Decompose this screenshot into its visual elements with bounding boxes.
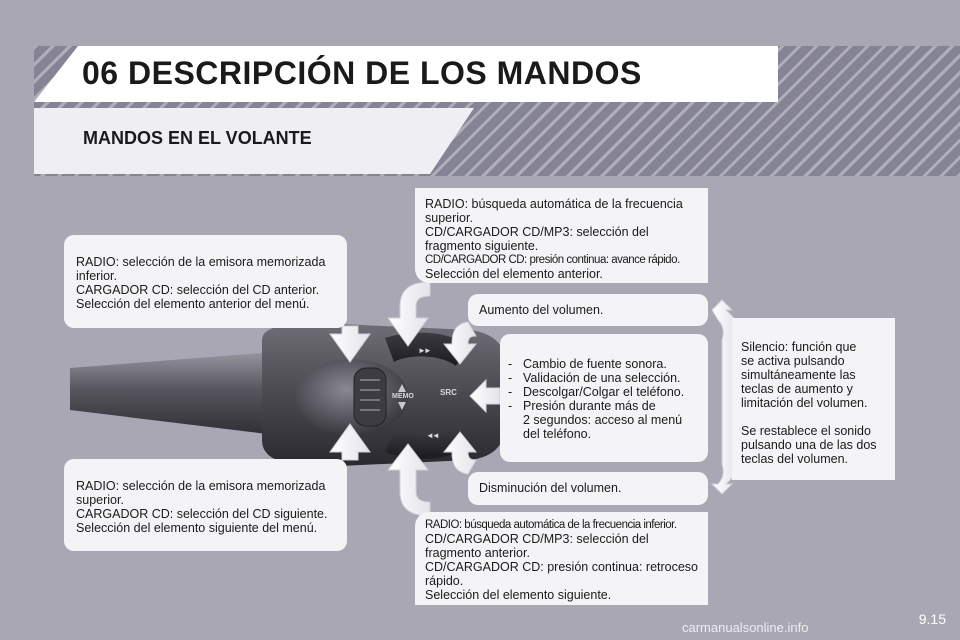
box-volume-down: Disminución del volumen. (468, 472, 708, 505)
box-seek-down: RADIO: búsqueda automática de la frecuencia inferior. CD/CARGADOR CD/MP3: selección del fragmento anterior. CD/CARGADOR CD: presión continua: retroceso rápido. Selección del elemento siguiente. (415, 512, 708, 605)
box-radio-upper-preset: RADIO: selección de la emisora memorizada superior. CARGADOR CD: selección del CD siguiente. Selección del elemento siguiente del menú. (64, 459, 347, 551)
box-radio-lower-preset: RADIO: selección de la emisora memorizada inferior. CARGADOR CD: selección del CD anterior. Selección del elemento anterior del menú. (64, 235, 347, 328)
rewind-icon: ◄◄ (426, 431, 438, 440)
list-item: - Validación de una selección. (508, 371, 681, 385)
src-label: SRC (440, 388, 457, 397)
memo-label: MEMO (392, 393, 414, 400)
box-volume-up: Aumento del volumen. (468, 294, 708, 326)
memo-thumbwheel (354, 368, 386, 426)
section-subtitle: MANDOS EN EL VOLANTE (83, 128, 312, 148)
list-item: - Presión durante más de 2 segundos: acceso al menú del teléfono. (508, 399, 683, 441)
page-number: 9.15 (918, 611, 946, 627)
box-seek-up: RADIO: búsqueda automática de la frecuencia superior. CD/CARGADOR CD/MP3: selección del fragmento siguiente. CD/CARGADOR CD: presión continua: avance rápido. Selección del elemento anterior. (415, 188, 708, 283)
box-mute: Silencio: función que se activa pulsando simultáneamente las teclas de aumento y limitación del volumen. Se restablece el sonido pulsando una de las dos teclas del volumen. (732, 318, 895, 480)
fast-forward-icon: ►► (418, 346, 430, 355)
watermark: carmanualsonline.info (682, 620, 809, 635)
page-title: 06 DESCRIPCIÓN DE LOS MANDOS (82, 55, 642, 91)
box-source-select (500, 334, 708, 462)
list-item: - Descolgar/Colgar el teléfono. (508, 385, 685, 399)
list-item: - Cambio de fuente sonora. (508, 357, 667, 371)
